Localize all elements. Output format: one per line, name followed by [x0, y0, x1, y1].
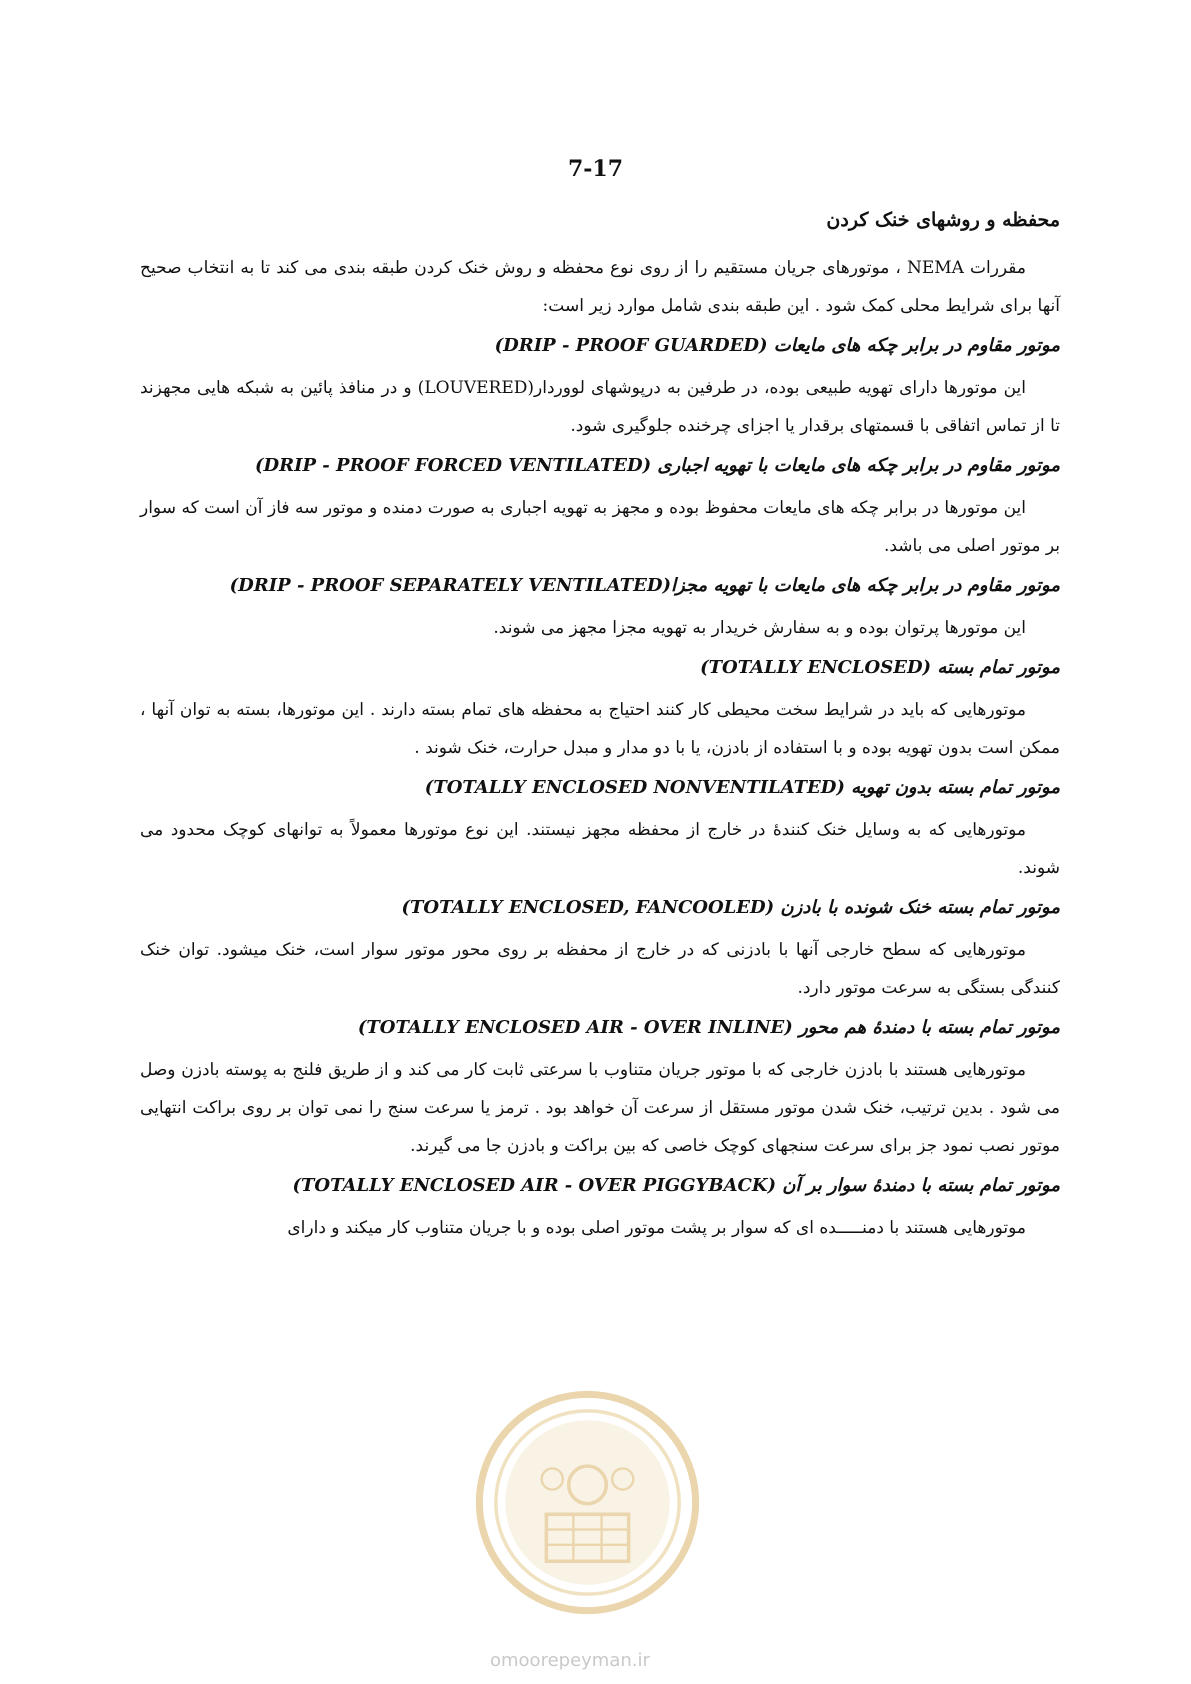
section-body: این موتورها پرتوان بوده و به سفارش خریدار به تهویه مجزا مجهز می شوند.: [493, 618, 1026, 638]
page-number: 7-17: [567, 156, 624, 182]
section-body: موتورهایی هستند با دمنـــــده ای که سوار بر پشت موتور اصلی بوده و با جریان متناوب کار میکند و دارای: [287, 1218, 1026, 1238]
section-heading: موتور تمام بسته با دمندهٔ سوار بر آن (TOTALLY ENCLOSED AIR - OVER PIGGYBACK): [292, 1175, 1060, 1196]
section-body: موتورهایی که به وسایل خنک کنندهٔ در خارج از محفظه مجهز نیستند. این نوع موتورها معمولاً به توانهای کوچک محدود می شوند.: [140, 820, 1060, 878]
section-heading: موتور مقاوم در برابر چکه های مایعات با تهویه مجزا(DRIP - PROOF SEPARATELY VENTILATED): [229, 575, 1060, 596]
document-content: [140, 205, 1060, 1251]
main-title: محفظه و روشهای خنک کردن: [826, 209, 1060, 231]
section-heading: موتور تمام بسته بدون تهویه (TOTALLY ENCLOSED NONVENTILATED): [424, 777, 1060, 798]
section-body: موتورهایی هستند با بادزن خارجی که با موتور جریان متناوب با سرعتی ثابت کار می کند و از طریق فلنج به پوسته بادزن وصل می شود . بدین ترتیب، خنک شدن موتور مستقل از سرعت آن خواهد بود . ترمز یا سرعت سنج را نمی توان بر روی براکت انتهایی موتور نصب نمود جز برای سرعت سنجهای کوچک خاصی که بین براکت و بادزن جا می گیرند.: [140, 1060, 1060, 1156]
section-body: موتورهایی که سطح خارجی آنها با بادزنی که در خارج از محفظه بر روی محور موتور سوار است، خنک میشود. توان خنک کنندگی بستگی به سرعت موتور دارد.: [140, 940, 1060, 998]
intro-paragraph: مقررات NEMA ، موتورهای جریان مستقیم را از روی نوع محفظه و روش خنک کردن طبقه بندی می کند تا به انتخاب صحیح آنها برای شرایط محلی کمک شود . این طبقه بندی شامل موارد زیر است:: [140, 258, 1060, 316]
section-heading: موتور مقاوم در برابر چکه های مایعات با تهویه اجباری (DRIP - PROOF FORCED VENTILATED): [254, 455, 1060, 476]
section-heading: موتور تمام بسته (TOTALLY ENCLOSED): [700, 657, 1060, 678]
section-heading: موتور مقاوم در برابر چکه های مایعات (DRIP - PROOF GUARDED): [494, 335, 1060, 356]
section-heading: موتور تمام بسته با دمندهٔ هم محور (TOTALLY ENCLOSED AIR - OVER INLINE): [357, 1017, 1060, 1038]
watermark-text: omoorepeyman.ir: [490, 1650, 650, 1671]
section-body: این موتورها در برابر چکه های مایعات محفوظ بوده و مجهز به تهویه اجباری به صورت دمنده و موتور سه فاز آن است که سوار بر موتور اصلی می باشد.: [140, 498, 1060, 556]
seal-icon: [470, 1385, 705, 1620]
section-body: این موتورها دارای تهویه طبیعی بوده، در طرفین به درپوشهای لووردار(LOUVERED) و در منافذ پائین به شبکه هایی مجهزند تا از تماس اتفاقی با قسمتهای برقدار یا اجزای چرخنده جلوگیری شود.: [140, 378, 1060, 436]
section-body: موتورهایی که باید در شرایط سخت محیطی کار کنند احتیاج به محفظه های تمام بسته دارند . این موتورها، بسته به توان آنها ، ممکن است بدون تهویه بوده و با استفاده از بادزن، یا با دو مدار و مبدل حرارت، خنک شوند .: [140, 700, 1060, 758]
section-heading: موتور تمام بسته خنک شونده با بادزن (TOTALLY ENCLOSED, FANCOOLED): [401, 897, 1060, 918]
